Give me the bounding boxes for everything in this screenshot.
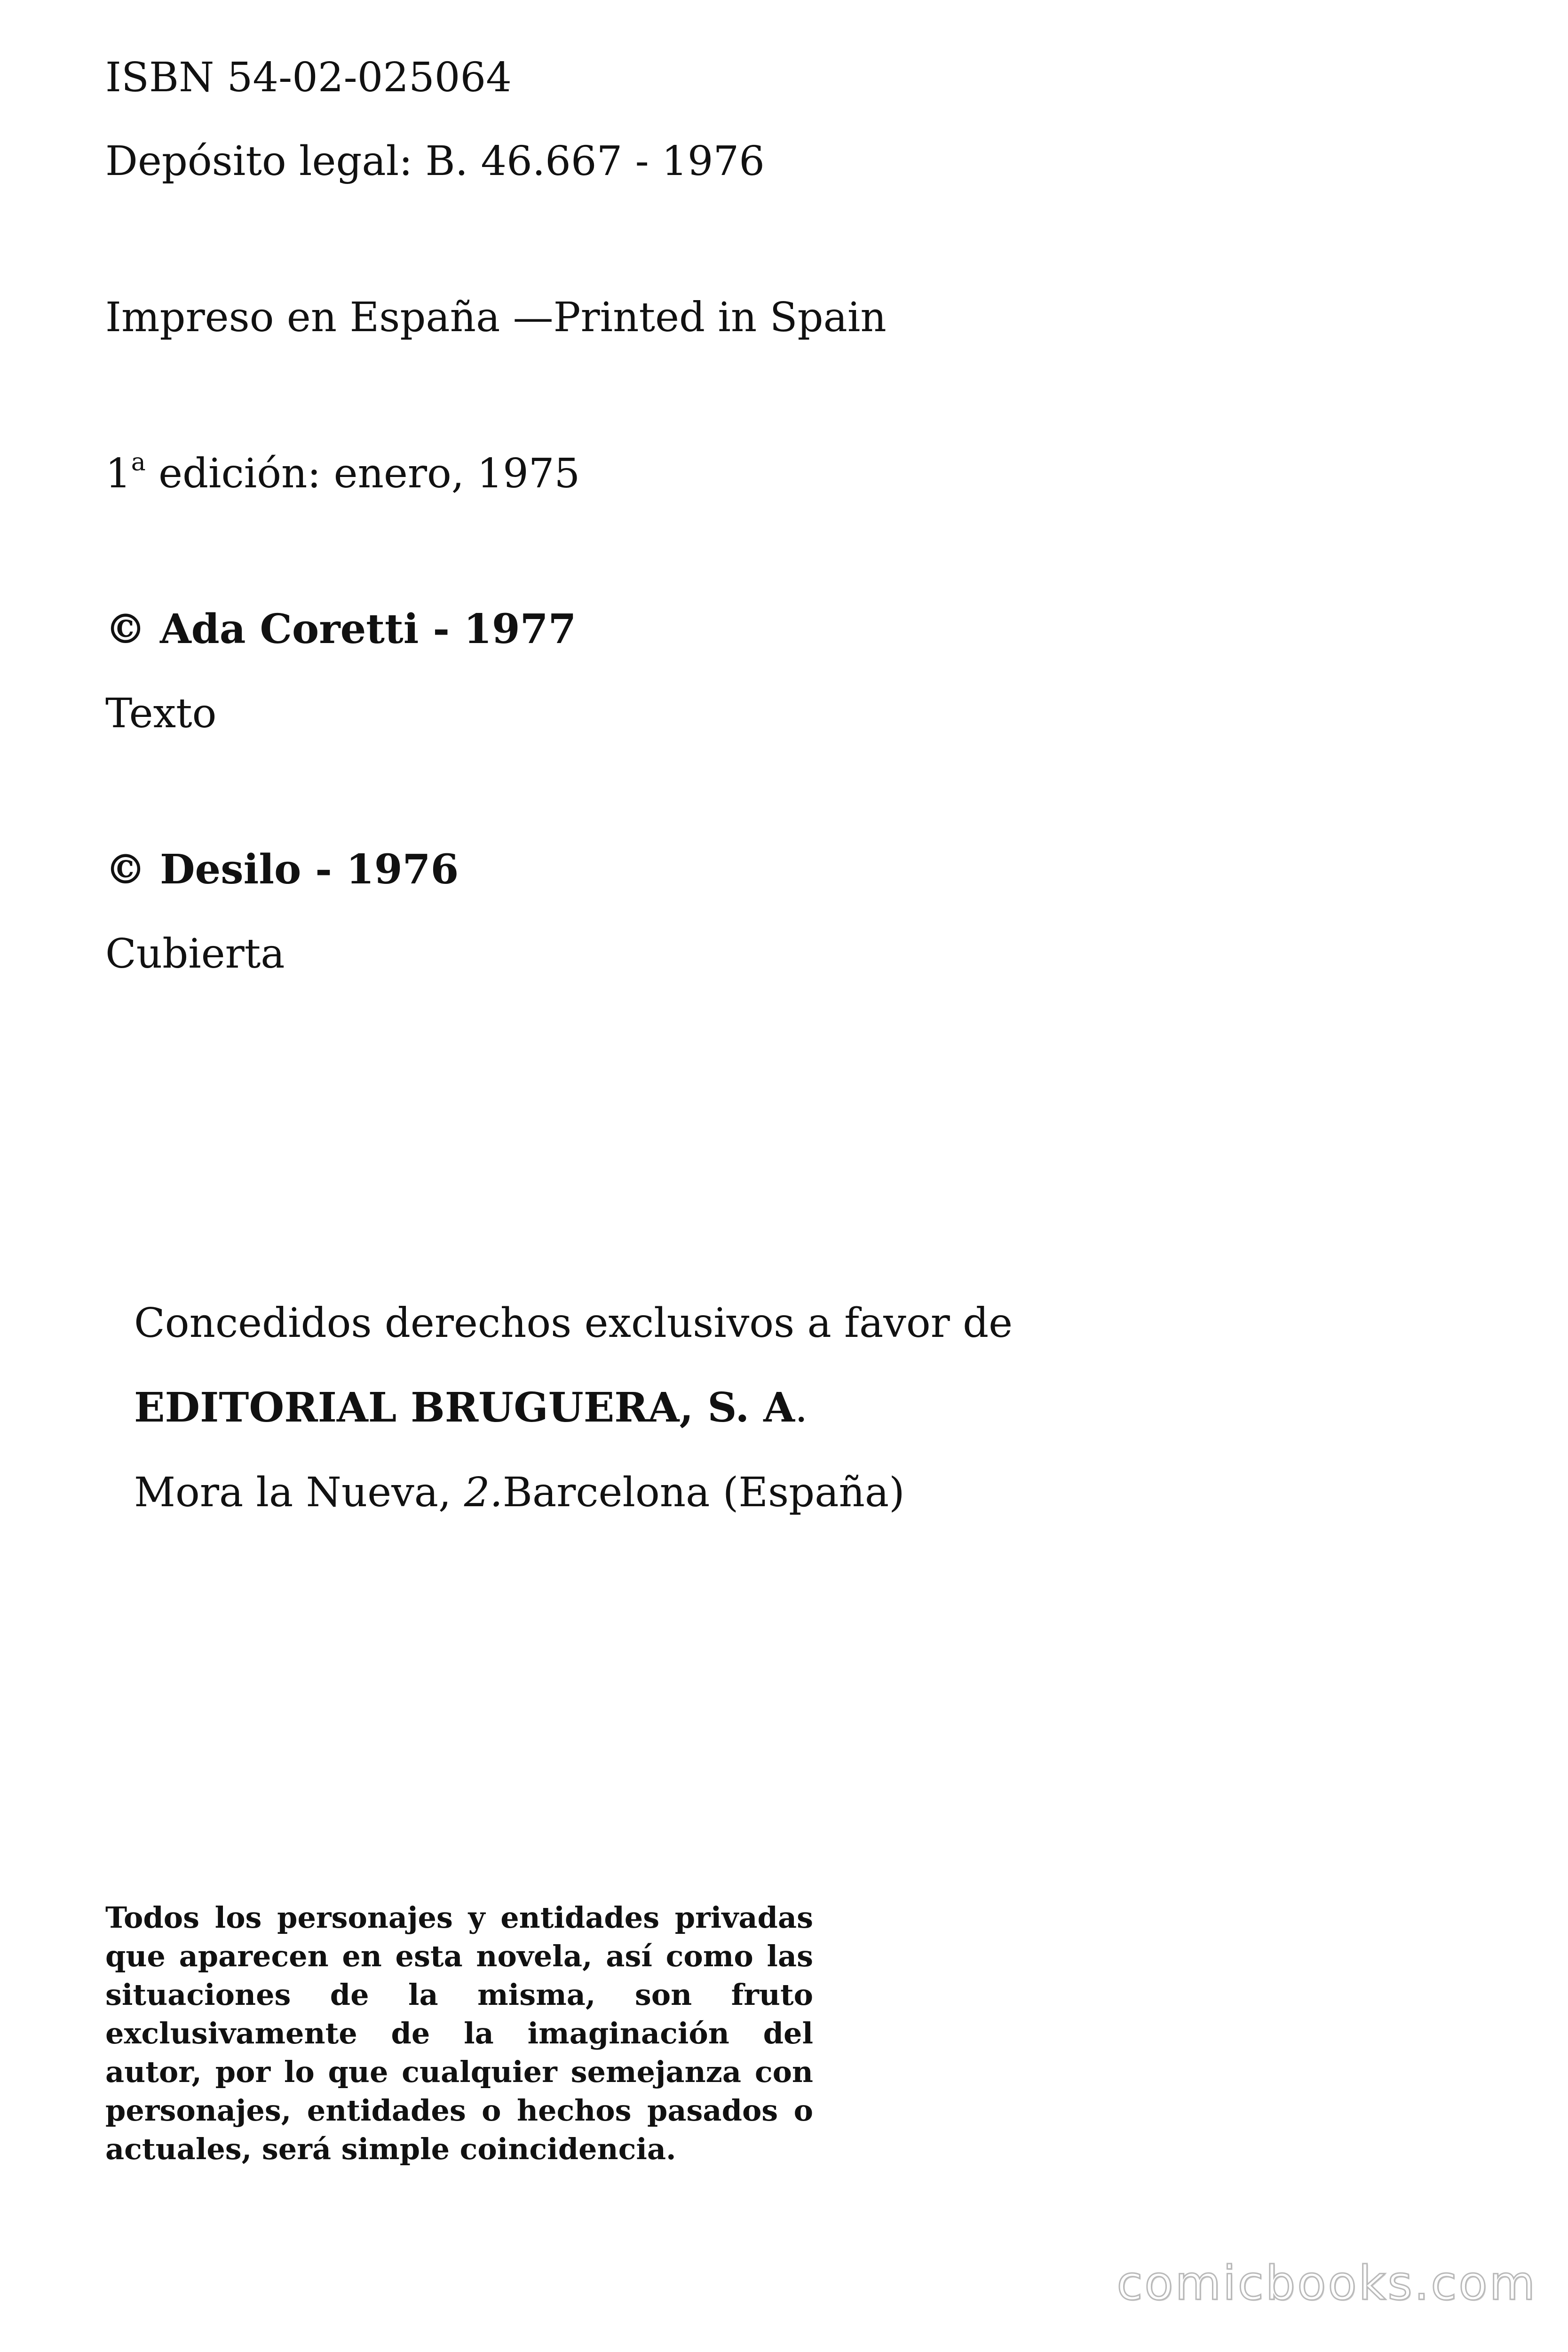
publisher-address-line [134, 1469, 905, 1516]
edition-ordinal: a [131, 448, 146, 477]
cover-copyright: © Desilo - 1976 [105, 846, 459, 893]
publisher-name-line [134, 1384, 808, 1431]
address-number: 2. [464, 1469, 503, 1516]
fiction-disclaimer: Todos los personajes y entidades privadas que aparecen en esta novela, así como las situaciones de la misma, son fruto exclusivamente de la imaginación del autor, por lo que cualquier semejanza con personajes, entidades o hechos pasados o actuales, será simple coincidencia. [105, 1900, 813, 2166]
publisher-name: EDITORIAL BRUGUERA, S. A [134, 1384, 795, 1431]
author-role: Texto [105, 690, 217, 737]
rights-line: Concedidos derechos exclusivos a favor de [134, 1300, 1013, 1347]
edition-number: 1 [105, 450, 131, 497]
deposito-legal-line: Depósito legal: B. 46.667 - 1976 [105, 138, 765, 185]
author-copyright: © Ada Coretti - 1977 [105, 605, 577, 653]
publisher-name-period: . [794, 1384, 808, 1431]
isbn-line: ISBN 54-02-025064 [105, 54, 512, 101]
cover-role: Cubierta [105, 930, 285, 977]
address-city: Barcelona (España) [502, 1469, 905, 1516]
printed-in-line: Impreso en España —Printed in Spain [105, 294, 887, 341]
edition-line [105, 448, 580, 497]
watermark: comicbooks.com [1117, 2256, 1537, 2311]
edition-date: edición: enero, 1975 [145, 450, 580, 497]
address-street: Mora la Nueva, [134, 1469, 464, 1516]
